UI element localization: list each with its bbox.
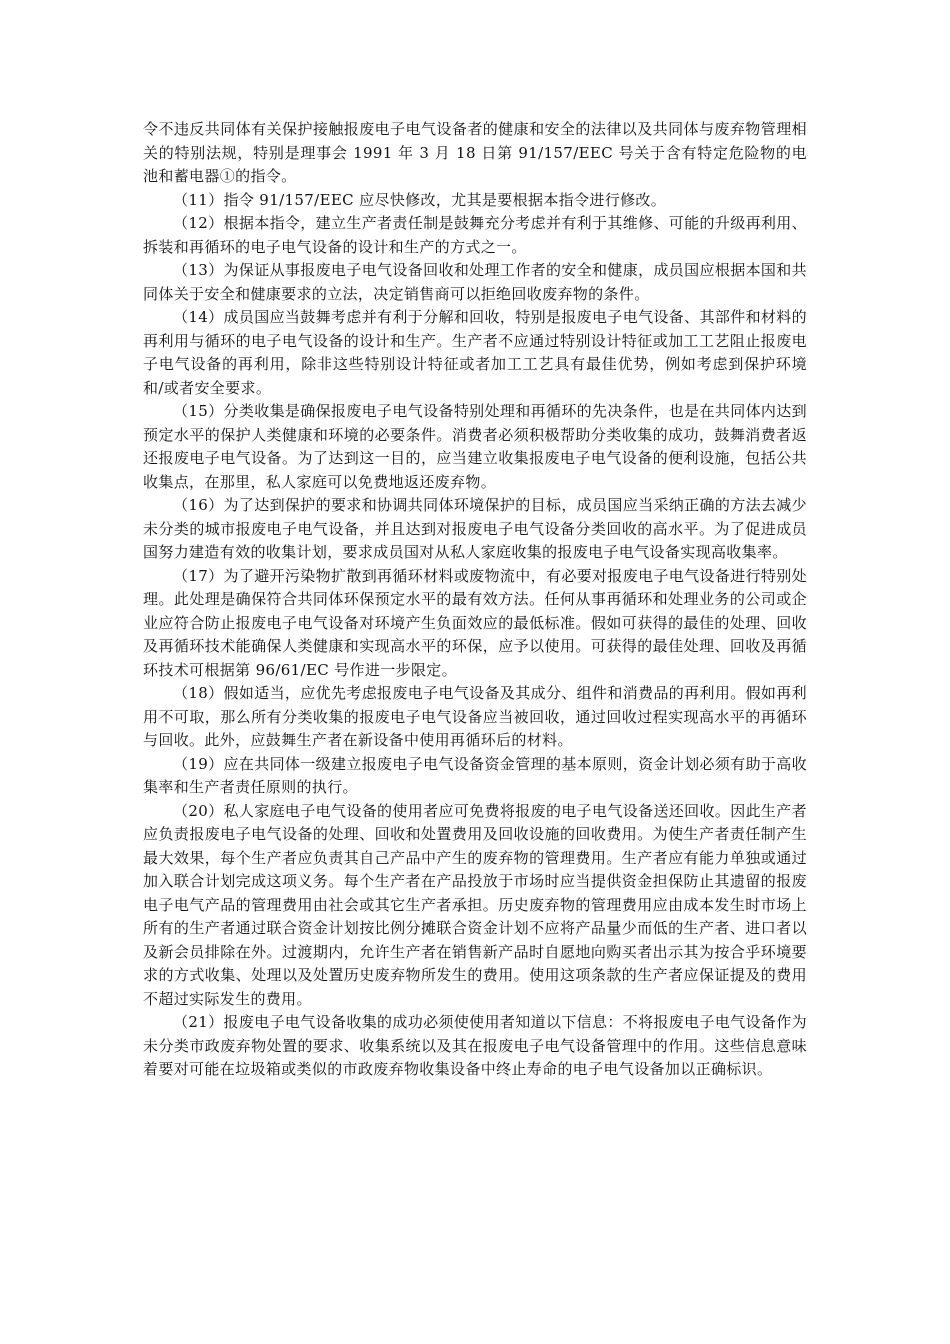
- paragraph-19: （19）应在共同体一级建立报废电子电气设备资金管理的基本原则，资金计划必须有助于高收集率和生产者责任原则的执行。: [143, 754, 807, 796]
- document-page: [143, 118, 807, 1082]
- paragraph-20: （20）私人家庭电子电气设备的使用者应可免费将报废的电子电气设备送还回收。因此生产者应负责报废电子电气设备的处理、回收和处置费用及回收设施的回收费用。为使生产者责任制产生最大效果，每个生产者应负责其自己产品中产生的废弃物的管理费用。生产者应有能力单独或通过加入联合计划完成这项义务。每个生产者在产品投放于市场时应当提供资金担保防止其遗留的报废电子电气产品的管理费用由社会或其它生产者承担。历史废弃物的管理费用应由成本发生时市场上所有的生产者通过联合资金计划按比例分摊联合资金计划不应将产品量少而低的生产者、进口者以及新会员排除在外。过渡期内，允许生产者在销售新产品时自愿地向购买者出示其为按合乎环境要求的方式收集、处理以及处置历史废弃物所发生的费用。使用这项条款的生产者应保证提及的费用不超过实际发生的费用。: [143, 801, 807, 1008]
- paragraph-14: （14）成员国应当鼓舞考虑并有利于分解和回收，特别是报废电子电气设备、其部件和材料的再利用与循环的电子电气设备的设计和生产。生产者不应通过特别设计特征或加工工艺阻止报废电子电气设备的再利用，除非这些特别设计特征或者加工工艺具有最佳优势，例如考虑到保护环境和/或者安全要求。: [143, 308, 807, 397]
- paragraph-16: （16）为了达到保护的要求和协调共同体环境保护的目标，成员国应当采纳正确的方法去减少未分类的城市报废电子电气设备，并且达到对报废电子电气设备分类回收的高水平。为了促进成员国努力建造有效的收集计划，要求成员国对从私人家庭收集的报废电子电气设备实现高收集率。: [143, 496, 807, 561]
- paragraph-15: （15）分类收集是确保报废电子电气设备特别处理和再循环的先决条件，也是在共同体内达到预定水平的保护人类健康和环境的必要条件。消费者必须积极帮助分类收集的成功，鼓舞消费者返还报废电子电气设备。为了达到这一目的，应当建立收集报废电子电气设备的便利设施，包括公共收集点，在那里，私人家庭可以免费地返还废弃物。: [143, 402, 807, 491]
- paragraph-21: （21）报废电子电气设备收集的成功必须使使用者知道以下信息：不将报废电子电气设备作为未分类市政废弃物处置的要求、收集系统以及其在报废电子电气设备管理中的作用。这些信息意味着要对可能在垃圾箱或类似的市政废弃物收集设备中终止寿命的电子电气设备加以正确标识。: [143, 1013, 807, 1078]
- paragraph-12: （12）根据本指令，建立生产者责任制是鼓舞充分考虑并有利于其维修、可能的升级再利用、拆装和再循环的电子电气设备的设计和生产的方式之一。: [143, 214, 807, 256]
- paragraph-13: （13）为保证从事报废电子电气设备回收和处理工作者的安全和健康，成员国应根据本国和共同体关于安全和健康要求的立法，决定销售商可以拒绝回收废弃物的条件。: [143, 261, 807, 303]
- paragraph-continuation: 令不违反共同体有关保护接触报废电子电气设备者的健康和安全的法律以及共同体与废弃物管理相关的特别法规，特别是理事会 1991 年 3 月 18 日第 91/157/EEC 号关于含有特定危险物的电池和蓄电器①的指令。: [143, 120, 807, 185]
- paragraph-11: （11）指令 91/157/EEC 应尽快修改，尤其是要根据本指令进行修改。: [173, 190, 667, 209]
- paragraph-18: （18）假如适当，应优先考虑报废电子电气设备及其成分、组件和消费品的再利用。假如再利用不可取，那么所有分类收集的报废电子电气设备应当被回收，通过回收过程实现高水平的再循环与回收。此外，应鼓舞生产者在新设备中使用再循环后的材料。: [143, 684, 807, 749]
- paragraph-17: （17）为了避开污染物扩散到再循环材料或废物流中，有必要对报废电子电气设备进行特别处理。此处理是确保符合共同体环保预定水平的最有效方法。任何从事再循环和处理业务的公司或企业应符合防止报废电子电气设备对环境产生负面效应的最低标准。假如可获得的最佳的处理、回收及再循环技术能确保人类健康和实现高水平的环保，应予以使用。可获得的最佳处理、回收及再循环技术可根据第 96/61/EC 号作进一步限定。: [143, 566, 807, 679]
